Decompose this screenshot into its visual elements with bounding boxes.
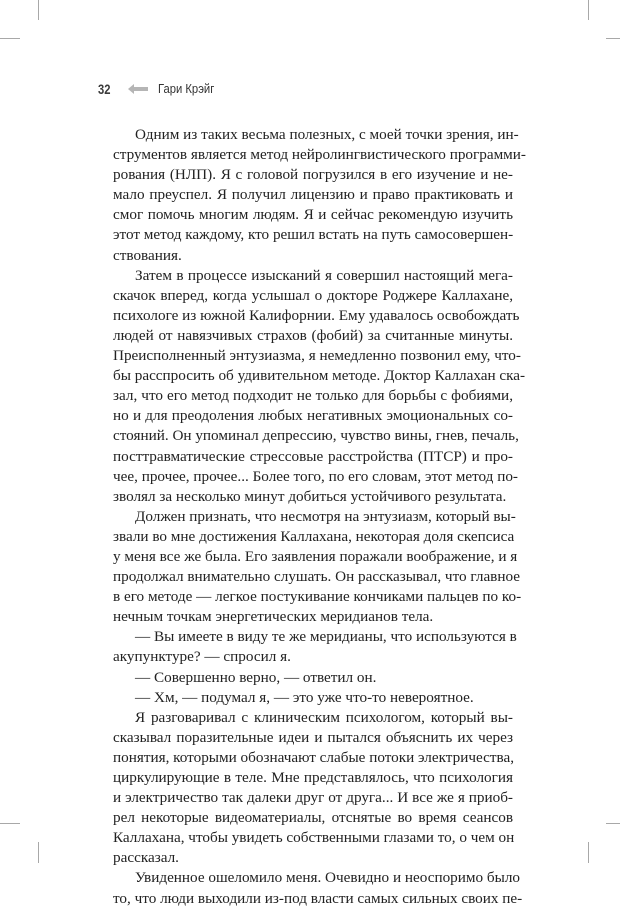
running-header bbox=[98, 80, 221, 98]
text-line: но и для преодоления любых негативных эмоциональных со- bbox=[113, 407, 513, 425]
text-line: Я разговаривал с клиническим психологом, который вы- bbox=[135, 708, 513, 726]
text-line: рассказал. bbox=[113, 849, 179, 867]
text-line: и электричество так далеки друг от друга... И все же я приоб- bbox=[113, 789, 513, 807]
text-line: посттравматические стрессовые расстройства (ПТСР) и про- bbox=[113, 447, 513, 465]
text-line: то, что люди выходили из-под власти самых сильных своих пе- bbox=[113, 889, 523, 907]
text-line: бы расспросить об удивительном методе. Доктор Каллахан ска- bbox=[113, 367, 526, 385]
text-line: мало преуспел. Я получил лицензию и право практиковать и bbox=[113, 186, 513, 204]
crop-mark-top-left-vertical bbox=[38, 0, 39, 20]
text-line: психологе из южной Калифорнии. Ему удавалось освобождать bbox=[113, 306, 520, 324]
author-name: Гари Крэйг bbox=[158, 82, 215, 96]
text-line: Затем в процессе изысканий я совершил настоящий мега- bbox=[135, 266, 513, 284]
text-line: людей от навязчивых страхов (фобий) за считанные минуты. bbox=[113, 326, 513, 344]
text-line: зволял за несколько минут добиться устойчивого результата. bbox=[113, 487, 507, 505]
page-number: 32 bbox=[98, 81, 111, 97]
left-arrow-icon bbox=[128, 84, 148, 94]
text-line: ствования. bbox=[113, 246, 182, 264]
text-line: нечным точкам энергетических меридианов тела. bbox=[113, 608, 434, 626]
crop-mark-bottom-left-horizontal bbox=[0, 823, 20, 824]
crop-mark-bottom-left-vertical bbox=[38, 842, 39, 863]
crop-mark-bottom-right-vertical bbox=[588, 842, 589, 863]
crop-mark-bottom-right-horizontal bbox=[606, 823, 620, 824]
text-line: — Вы имеете в виду те же меридианы, что используются в bbox=[135, 628, 517, 646]
text-line: Преисполненный энтузиазма, я немедленно позвонил ему, что- bbox=[113, 347, 521, 365]
text-line: рования (НЛП). Я с головой погрузился в его изучение и не- bbox=[113, 166, 513, 184]
body-text bbox=[113, 125, 526, 909]
text-line: акупунктуре? — спросил я. bbox=[113, 648, 291, 666]
text-line: стояний. Он упоминал депрессию, чувство вины, гнев, печаль, bbox=[113, 427, 519, 445]
text-line: скачок вперед, когда услышал о докторе Роджере Каллахане, bbox=[113, 286, 513, 304]
text-line: зал, что его метод подходит не только для борьбы с фобиями, bbox=[113, 387, 513, 405]
text-line: Одним из таких весьма полезных, с моей точки зрения, ин- bbox=[135, 126, 519, 143]
text-line: — Совершенно верно, — ответил он. bbox=[135, 668, 377, 686]
crop-mark-top-right-horizontal bbox=[606, 38, 620, 39]
text-line: в его методе — легкое постукивание кончиками пальцев по ко- bbox=[113, 588, 522, 606]
text-line: — Хм, — подумал я, — это уже что-то невероятное. bbox=[135, 688, 474, 706]
text-line: струментов является метод нейролингвистического программи- bbox=[113, 146, 526, 164]
crop-mark-top-left-horizontal bbox=[0, 38, 20, 39]
text-line: звали во мне достижения Каллахана, некоторая доля скепсиса bbox=[113, 527, 515, 545]
crop-mark-top-right-vertical bbox=[588, 0, 589, 20]
text-line: продолжал внимательно слушать. Он рассказывал, что главное bbox=[113, 568, 520, 586]
text-line: понятия, которыми обозначают слабые потоки электричества, bbox=[113, 748, 514, 766]
text-line: этот метод каждому, кто решил встать на путь самосовершен- bbox=[113, 226, 514, 244]
text-line: циркулирующие в теле. Мне представлялось, что психология bbox=[113, 769, 513, 786]
text-line: смог помочь многим людям. Я и сейчас рекомендую изучить bbox=[113, 206, 513, 224]
text-line: Каллахана, чтобы увидеть собственными глазами то, о чем он bbox=[113, 829, 515, 847]
text-line: рел некоторые видеоматериалы, отснятые во время сеансов bbox=[113, 809, 513, 827]
text-line: Увиденное ошеломило меня. Очевидно и неоспоримо было bbox=[135, 869, 521, 887]
text-line: сказывал поразительные идеи и пытался объяснить их через bbox=[113, 728, 513, 746]
text-line: Должен признать, что несмотря на энтузиазм, который вы- bbox=[135, 507, 516, 525]
text-line: чее, прочее, прочее... Более того, по его словам, этот метод по- bbox=[113, 467, 518, 485]
text-line: у меня все же была. Его заявления поражали воображение, и я bbox=[113, 547, 518, 565]
